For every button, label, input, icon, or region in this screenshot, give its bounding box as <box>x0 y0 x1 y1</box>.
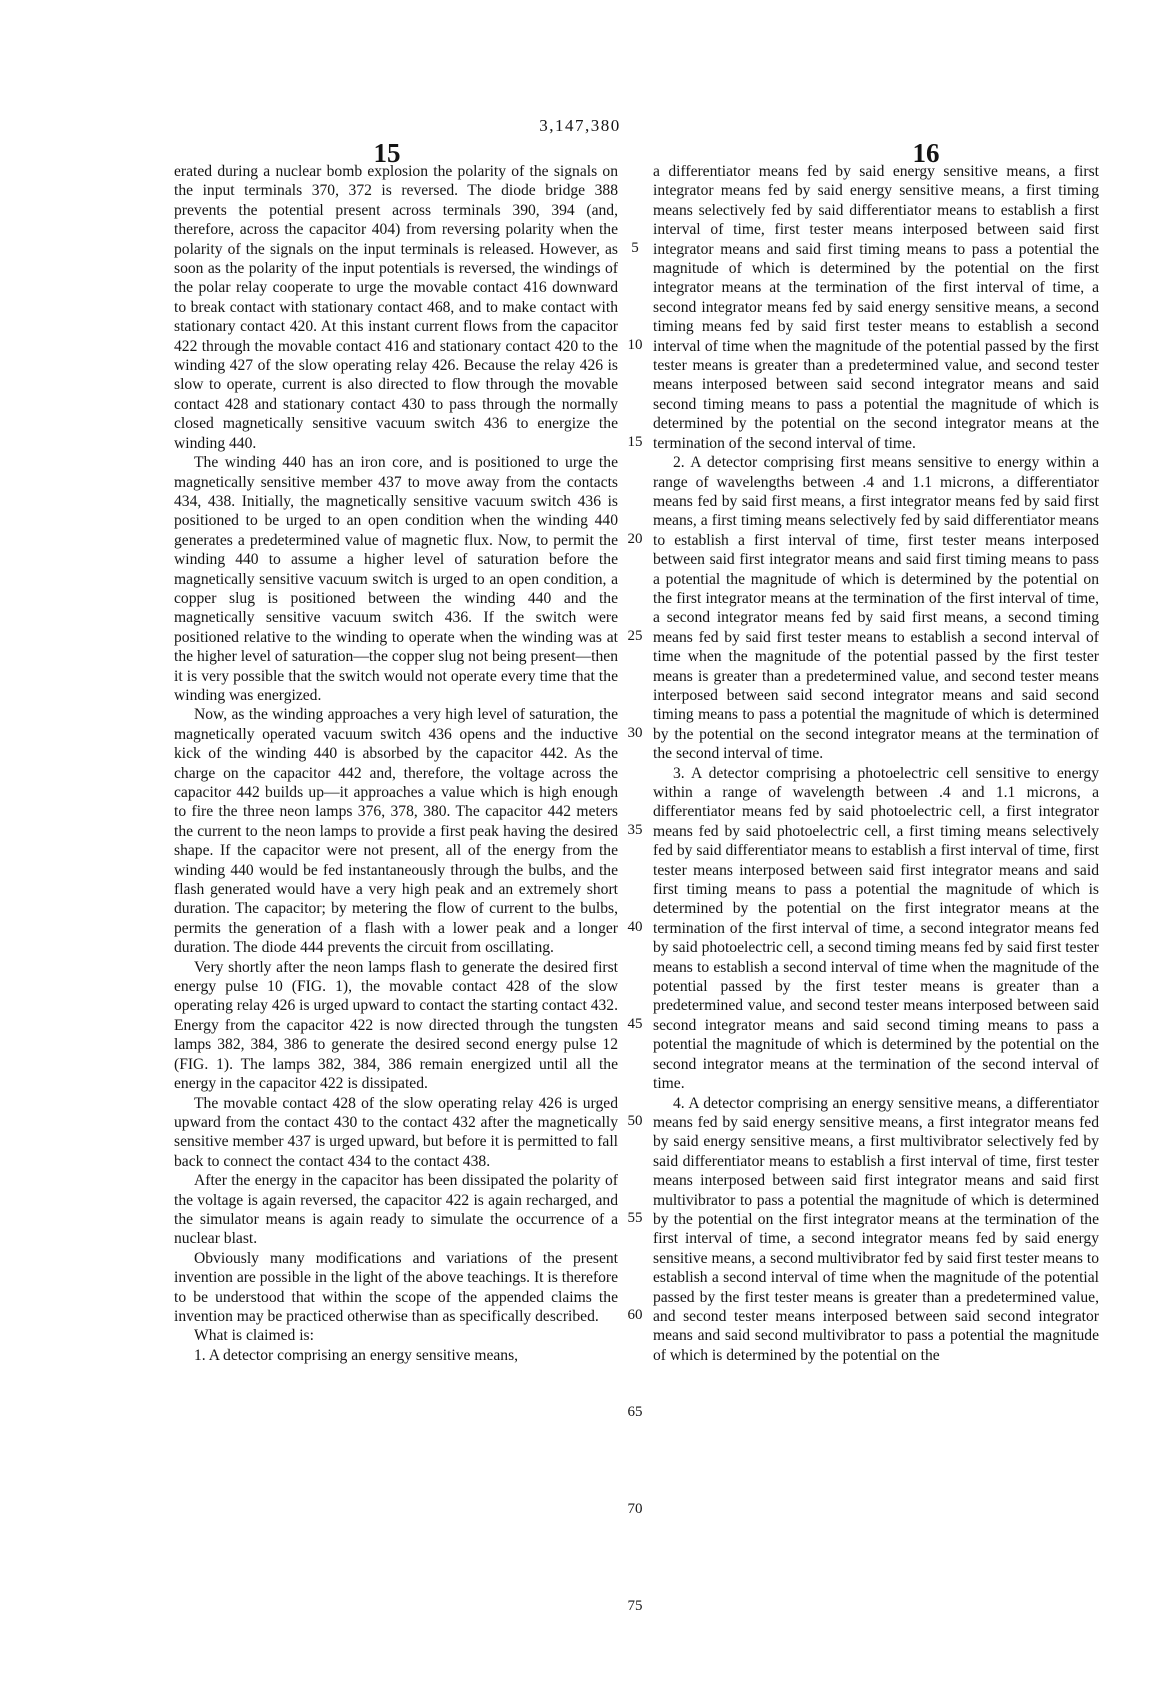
line-number: 30 <box>627 725 643 741</box>
patent-number: 3,147,380 <box>539 116 621 135</box>
claim-paragraph: 4. A detector comprising an energy sensitive means, a differentiator means fed by said energy sensitive means, a first integrator means fed by said energy sensitive means, a first multivibrator selectively fed by said differentiator means to establish a first interval of time, first tester means interposed between said first integrator means and said first multivibrator to pass a potential the magnitude of which is determined by the potential on the first integrator means at the termination of the first interval of time, a second integrator means fed by said energy sensitive means, a second multivibrator fed by said first tester means to establish a second interval of time when the magnitude of the potential passed by the first tester means is greater than a predetermined value, and second tester means interposed between said second integrator means and said second multivibrator to pass a potential the magnitude of which is determined by the potential on the <box>653 1094 1099 1364</box>
left-column-number: 15 <box>373 138 401 168</box>
paragraph: Obviously many modifications and variations of the present invention are possible in the light of the above teachings. It is therefore to be understood that within the scope of the appended claims the invention may be practiced otherwise than as specifically described. <box>174 1249 618 1325</box>
right-column-number: 16 <box>912 138 940 168</box>
line-number: 55 <box>627 1210 643 1226</box>
line-number: 25 <box>627 628 643 644</box>
paragraph: Now, as the winding approaches a very high level of saturation, the magnetically operated vacuum switch 436 opens and the inductive kick of the winding 440 is absorbed by the capacitor 442. As the charge on the capacitor 442 and, therefore, the voltage across the capacitor 442 builds up—it approaches a value which is high enough to fire the three neon lamps 376, 378, 380. The capacitor 442 meters the current to the neon lamps to provide a first peak having the desired shape. If the capacitor were not present, all of the energy from the winding 440 would be fed instantaneously through the bulbs, and the flash generated would have a very high peak and an extremely short duration. The capacitor; by metering the flow of current to the bulbs, permits the generation of a flash with a lower peak and a longer duration. The diode 444 prevents the circuit from oscillating. <box>174 706 618 957</box>
line-number: 65 <box>627 1404 643 1420</box>
line-number: 20 <box>627 531 643 547</box>
paragraph: The movable contact 428 of the slow operating relay 426 is urged upward from the contact 430 to the contact 432 after the magnetically sensitive member 437 is urged upward, but before it is permitted to fall back to connect the contact 434 to the contact 438. <box>174 1094 618 1170</box>
line-number: 40 <box>627 919 643 935</box>
line-number: 45 <box>627 1016 643 1032</box>
line-number: 35 <box>627 822 643 838</box>
paragraph: erated during a nuclear bomb explosion the polarity of the signals on the input terminals 370, 372 is reversed. The diode bridge 388 prevents the potential present across terminals 390, 394 (and, therefore, across the capacitor 404) from reversing polarity when the polarity of the signals on the input terminals is released. However, as soon as the polarity of the input potentials is reversed, the windings of the polar relay cooperate to urge the movable contact 416 downward to break contact with stationary contact 468, and to make contact with stationary contact 420. At this instant current flows from the capacitor 422 through the movable contact 416 and stationary contact 420 to the winding 427 of the slow operating relay 426. Because the relay 426 is slow to operate, current is also directed to flow through the movable contact 428 and stationary contact 430 to pass through the normally closed magnetically sensitive vacuum switch 436 to energize the winding 440. <box>174 163 618 452</box>
line-number-gutter <box>620 0 650 1704</box>
claim-paragraph: 1. A detector comprising an energy sensitive means, <box>194 1346 519 1364</box>
line-number: 60 <box>627 1307 643 1323</box>
claim-paragraph: a differentiator means fed by said energy sensitive means, a first integrator means fed by said energy sensitive means, a first timing means selectively fed by said differentiator means to establish a first interval of time, first tester means interposed between said first integrator means and said first timing means to pass a potential the magnitude of which is determined by the potential on the first integrator means at the termination of the first interval of time, a second integrator means fed by said energy sensitive means, a second timing means fed by said first tester means to establish a second interval of time when the magnitude of the potential passed by the first tester means is greater than a predetermined value, and second tester means interposed between said second integrator means and said second timing means to pass a potential the magnitude of which is determined by the potential on the second integrator means at the termination of the second interval of time. <box>653 163 1099 452</box>
claims-heading: What is claimed is: <box>194 1327 314 1345</box>
paragraph: After the energy in the capacitor has been dissipated the polarity of the voltage is again reversed, the capacitor 422 is again recharged, and the simulator means is again ready to simulate the occurrence of a nuclear blast. <box>174 1172 618 1248</box>
claim-paragraph: 2. A detector comprising first means sensitive to energy within a range of wavelengths between .4 and 1.1 microns, a differentiator means fed by said first means, a first integrator means fed by said first means, a first timing means selectively fed by said differentiator means to establish a first interval of time, first tester means interposed between said first integrator means and said first timing means to pass a potential the magnitude of which is determined by the potential on the first integrator means at the termination of the first interval of time, a second integrator means fed by said first means, a second timing means fed by said first tester means to establish a second interval of time when the magnitude of the potential passed by the first tester means is greater than a predetermined value, and second tester means interposed between said second integrator means and said second timing means to pass a potential the magnitude of which is determined by the potential on the second integrator means at the termination of the second interval of time. <box>653 454 1099 763</box>
right-column <box>653 162 1099 1622</box>
line-number: 15 <box>627 434 643 450</box>
line-number: 70 <box>627 1501 643 1517</box>
line-number: 75 <box>627 1598 643 1614</box>
left-column <box>174 162 618 1622</box>
line-number: 5 <box>631 240 639 256</box>
claim-paragraph: 3. A detector comprising a photoelectric cell sensitive to energy within a range of wavelength between .4 and 1.1 microns, a differentiator means fed by said photoelectric cell, a first integrator means fed by said photoelectric cell, a first timing means selectively fed by said differentiator means to establish a first interval of time, first tester means interposed between said first integrator means and said first timing means to pass a potential the magnitude of which is determined by the potential on the first integrator means at the termination of the first interval of time, a second integrator means fed by said photoelectric cell, a second timing means fed by said first tester means to establish a second interval of time when the magnitude of the potential passed by the first tester means is greater than a predetermined value, and second tester means interposed between said second integrator means and said second timing means to pass a potential the magnitude of which is determined by the potential on the second integrator means at the termination of the second interval of time. <box>653 764 1099 1093</box>
paragraph: The winding 440 has an iron core, and is positioned to urge the magnetically sensitive member 437 to move away from the contacts 434, 438. Initially, the magnetically sensitive vacuum switch 436 is positioned to be urged to an open condition when the winding 440 generates a predetermined value of magnetic flux. Now, to permit the winding 440 to assume a higher level of saturation before the magnetically sensitive vacuum switch is urged to an open condition, a copper slug is positioned between the winding 440 and the magnetically sensitive vacuum switch 436. If the switch were positioned relative to the winding to operate when the winding was at the higher level of saturation—the copper slug not being present—then it is very possible that the switch would not operate every time that the winding was energized. <box>174 454 618 704</box>
line-number: 50 <box>627 1113 643 1129</box>
paragraph: Very shortly after the neon lamps flash to generate the desired first energy pulse 10 (FIG. 1), the movable contact 428 of the slow operating relay 426 is urged upward to contact the starting contact 432. Energy from the capacitor 422 is now directed through the tungsten lamps 382, 384, 386 to generate the desired second energy pulse 12 (FIG. 1). The lamps 382, 384, 386 remain energized until all the energy in the capacitor 422 is dissipated. <box>174 958 618 1093</box>
line-number: 10 <box>627 337 643 353</box>
